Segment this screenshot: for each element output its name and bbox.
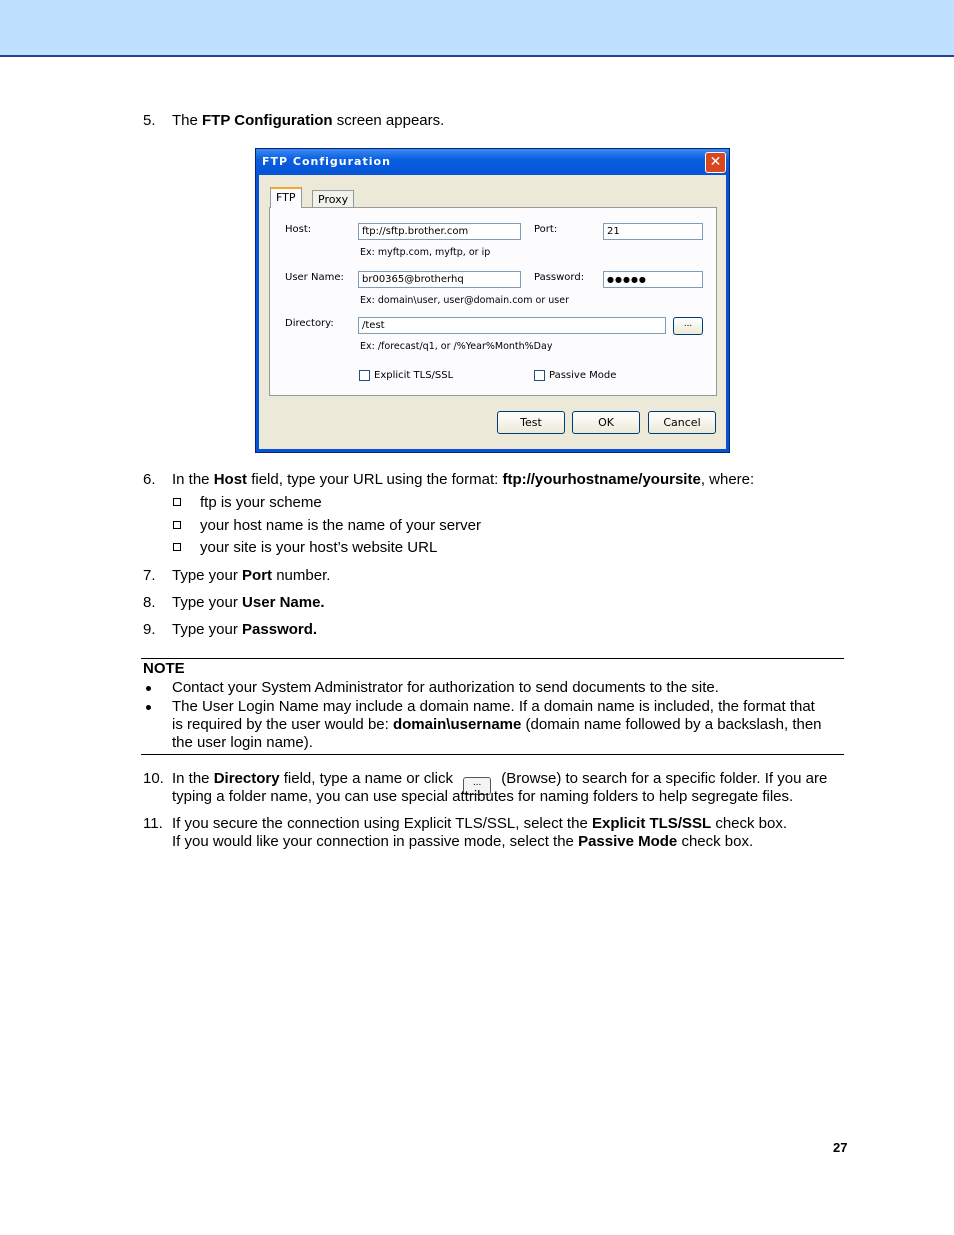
dialog-border-bottom (256, 449, 729, 452)
step-number: 11. (143, 815, 163, 832)
user-name-input[interactable]: br00365@brotherhq (358, 271, 521, 288)
bullet-icon (146, 705, 151, 710)
header-band (0, 0, 954, 57)
list-item: ftp is your scheme (200, 494, 322, 511)
square-bullet-icon (173, 543, 181, 551)
note-bottom-rule (141, 754, 844, 755)
step-9-text: Type your Password. (172, 621, 318, 638)
test-button[interactable]: Test (497, 411, 565, 434)
passive-mode-checkbox[interactable] (534, 370, 545, 381)
step-11-text-line-2: If you would like your connection in passive mode, select the Passive Mode check box. (172, 833, 754, 850)
step-10-text: In the Directory field, type a name or click ... (Browse) to search for a specific folder. If you are (172, 770, 827, 795)
port-label: Port: (534, 224, 558, 235)
user-name-label: User Name: (285, 272, 344, 283)
square-bullet-icon (173, 498, 181, 506)
user-name-hint: Ex: domain\user, user@domain.com or user (360, 295, 569, 306)
directory-input[interactable]: /test (358, 317, 666, 334)
ftp-configuration-dialog (255, 148, 730, 453)
passive-mode-label: Passive Mode (549, 370, 617, 381)
list-item: your site is your host’s website URL (200, 539, 438, 556)
dialog-border-right (726, 175, 729, 452)
note-top-rule (141, 658, 844, 659)
step-7-text: Type your Port number. (172, 567, 331, 584)
step-5-text: The FTP Configuration screen appears. (172, 112, 445, 129)
step-11-text: If you secure the connection using Explicit TLS/SSL, select the Explicit TLS/SSL check box. (172, 815, 788, 832)
host-label: Host: (285, 224, 312, 235)
note-item-2-line-3: the user login name). (172, 734, 313, 751)
step-10-text-line-2: typing a folder name, you can use special attributes for naming folders to help segregate files. (172, 788, 794, 805)
step-number: 9. (143, 621, 156, 638)
step-number: 5. (143, 112, 156, 129)
tab-proxy[interactable]: Proxy (312, 190, 354, 207)
ok-button[interactable]: OK (572, 411, 640, 434)
dialog-border-left (256, 175, 259, 452)
square-bullet-icon (173, 521, 181, 529)
directory-hint: Ex: /forecast/q1, or /%Year%Month%Day (360, 341, 553, 352)
password-label: Password: (534, 272, 585, 283)
browse-button[interactable]: ... (673, 317, 703, 335)
list-item: your host name is the name of your server (200, 517, 481, 534)
step-number: 8. (143, 594, 156, 611)
dialog-titlebar (256, 149, 729, 175)
host-hint: Ex: myftp.com, myftp, or ip (360, 247, 491, 258)
page-number: 27 (833, 1140, 848, 1155)
note-title: NOTE (143, 660, 185, 677)
note-item-2-line-1: The User Login Name may include a domain name. If a domain name is included, the format that (172, 698, 815, 715)
bullet-icon (146, 686, 151, 691)
close-icon[interactable]: ✕ (705, 152, 726, 173)
directory-label: Directory: (285, 318, 334, 329)
cancel-button[interactable]: Cancel (648, 411, 716, 434)
host-input[interactable]: ftp://sftp.brother.com (358, 223, 521, 240)
step-6-text: In the Host field, type your URL using the format: ftp://yourhostname/yoursite, where: (172, 471, 755, 488)
explicit-tls-label: Explicit TLS/SSL (374, 370, 454, 381)
password-input[interactable]: ●●●●● (603, 271, 703, 288)
browse-icon: ... (463, 777, 491, 795)
step-8-text: Type your User Name. (172, 594, 325, 611)
note-item-2-line-2: is required by the user would be: domain\username (domain name followed by a backslash, then (172, 716, 822, 733)
tab-ftp[interactable]: FTP (270, 187, 302, 208)
step-number: 10. (143, 770, 164, 787)
step-number: 7. (143, 567, 156, 584)
dialog-title: FTP Configuration (262, 155, 391, 168)
explicit-tls-checkbox[interactable] (359, 370, 370, 381)
note-item-1: Contact your System Administrator for authorization to send documents to the site. (172, 679, 719, 696)
step-number: 6. (143, 471, 156, 488)
port-input[interactable]: 21 (603, 223, 703, 240)
